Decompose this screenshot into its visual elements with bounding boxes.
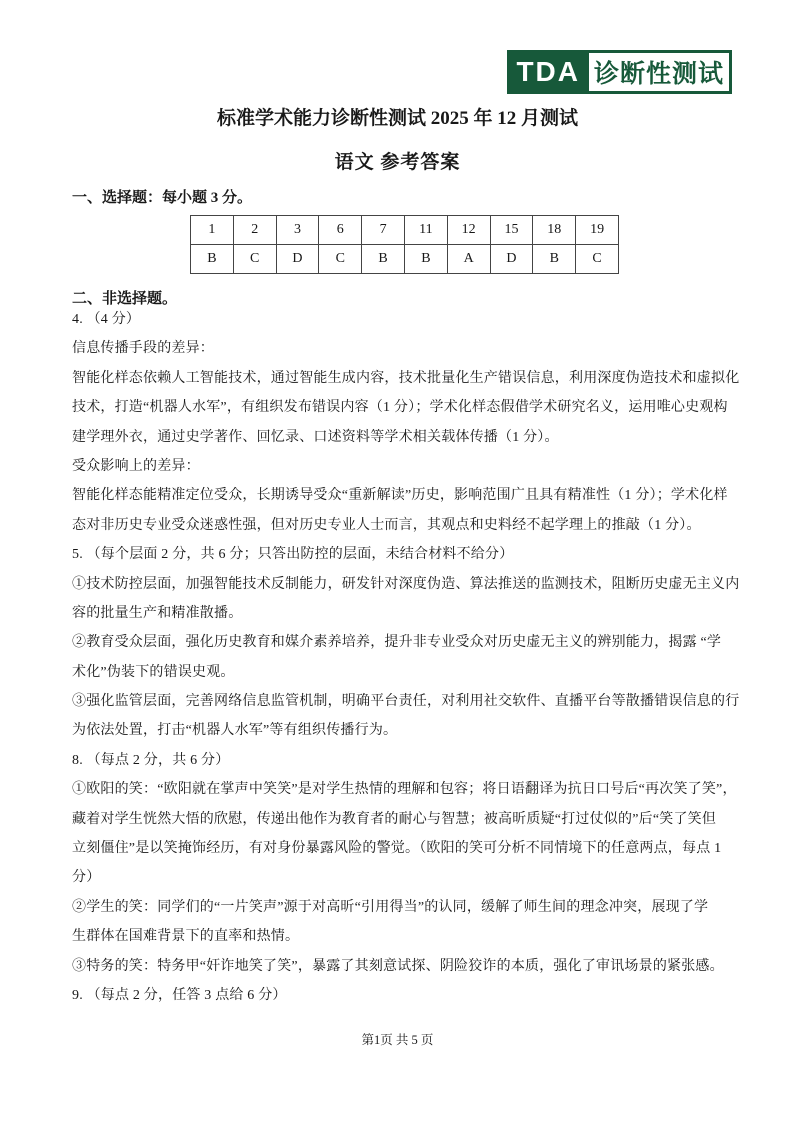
- answer-table-header-row: [191, 216, 619, 245]
- tda-logo: [507, 50, 732, 94]
- answer-cell: C: [576, 245, 619, 274]
- answer-cell: C: [319, 245, 362, 274]
- tda-logo-text: 诊断性测试: [589, 50, 732, 94]
- question-number-cell: 7: [362, 216, 405, 245]
- body-line: 智能化样态能精准定位受众，长期诱导受众“重新解读”历史，影响范围广且具有精准性（1 分）；学术化样: [72, 488, 728, 504]
- question-number-cell: 18: [533, 216, 576, 245]
- answer-body: [72, 305, 740, 1010]
- answer-cell: D: [276, 245, 319, 274]
- answer-cell: D: [490, 245, 533, 274]
- body-line: 立刻僵住”是以笑掩饰经历，有对身份暴露风险的警觉。（欧阳的笑可分析不同情境下的任意两点，每点 1: [72, 841, 722, 857]
- answer-cell: B: [191, 245, 234, 274]
- body-line: 为依法处置，打击“机器人水军”等有组织传播行为。: [72, 723, 398, 739]
- answer-table: [190, 215, 619, 274]
- body-line: 受众影响上的差异：: [72, 458, 200, 474]
- body-line: 分）: [72, 870, 101, 886]
- body-line: 5. （每个层面 2 分，共 6 分；只答出防控的层面，未结合材料不给分）: [72, 547, 514, 563]
- question-number-cell: 6: [319, 216, 362, 245]
- body-line: ②教育受众层面，强化历史教育和媒介素养培养，提升非专业受众对历史虚无主义的辨别能力，揭露 “学: [72, 635, 722, 651]
- body-line: ③强化监管层面，完善网络信息监管机制，明确平台责任，对利用社交软件、直播平台等散播错误信息的行: [72, 694, 740, 710]
- question-number-cell: 11: [404, 216, 447, 245]
- page-number: 第1页 共 5 页: [361, 1033, 434, 1047]
- answer-table-answer-row: [191, 245, 619, 274]
- page-subtitle: 语文 参考答案: [334, 152, 461, 173]
- question-number-cell: 1: [191, 216, 234, 245]
- body-line: 术化”伪装下的错误史观。: [72, 664, 235, 680]
- body-line: ③特务的笑：特务甲“奸诈地笑了笑”，暴露了其刻意试探、阴险狡诈的本质，强化了审讯场景的紧张感。: [72, 958, 724, 974]
- question-number-cell: 15: [490, 216, 533, 245]
- body-line: 藏着对学生恍然大悟的欣慰，传递出他作为教育者的耐心与智慧；被高昕质疑“打过仗似的”后“笑了笑但: [72, 811, 717, 827]
- body-line: 智能化样态依赖人工智能技术，通过智能生成内容，技术批量化生产错误信息，利用深度伪造技术和虚拟化: [72, 370, 740, 386]
- body-line: 容的批量生产和精准散播。: [72, 605, 243, 621]
- answer-cell: C: [233, 245, 276, 274]
- question-number-cell: 2: [233, 216, 276, 245]
- body-line: 9. （每点 2 分，任答 3 点给 6 分）: [72, 987, 287, 1003]
- body-line: ①技术防控层面，加强智能技术反制能力，研发针对深度伪造、算法推送的监测技术，阻断历史虚无主义内: [72, 576, 740, 592]
- answer-cell: B: [404, 245, 447, 274]
- answer-cell: B: [533, 245, 576, 274]
- body-line: 4. （4 分）: [72, 312, 141, 327]
- body-line: 8. （每点 2 分，共 6 分）: [72, 752, 230, 768]
- body-line: 建学理外衣，通过史学著作、回忆录、口述资料等学术相关载体传播（1 分）。: [72, 429, 559, 445]
- tda-logo-mark: TDA: [507, 50, 589, 94]
- body-line: 生群体在国难背景下的直率和热情。: [72, 929, 300, 945]
- body-line: ②学生的笑：同学们的“一片笑声”源于对高昕“引用得当”的认同，缓解了师生间的理念冲突，展现了学: [72, 899, 709, 915]
- body-line: 态对非历史专业受众迷惑性强，但对历史专业人士而言，其观点和史料经不起学理上的推敲（1 分）。: [72, 517, 701, 533]
- section-heading-choice: 一、选择题：每小题 3 分。: [72, 190, 253, 206]
- answer-cell: A: [447, 245, 490, 274]
- body-line: 技术，打造“机器人水军”，有组织发布错误内容（1 分）；学术化样态假借学术研究名义，运用唯心史观构: [72, 400, 728, 416]
- question-number-cell: 3: [276, 216, 319, 245]
- page-title: 标准学术能力诊断性测试 2025 年 12 月测试: [216, 108, 578, 129]
- question-number-cell: 12: [447, 216, 490, 245]
- answer-cell: B: [362, 245, 405, 274]
- question-number-cell: 19: [576, 216, 619, 245]
- body-line: 信息传播手段的差异：: [72, 341, 214, 357]
- body-line: ①欧阳的笑：“欧阳就在掌声中笑笑”是对学生热情的理解和包容；将日语翻译为抗日口号后“再次笑了笑”，: [72, 782, 737, 798]
- section-heading-non-choice: 二、非选择题。: [72, 291, 178, 307]
